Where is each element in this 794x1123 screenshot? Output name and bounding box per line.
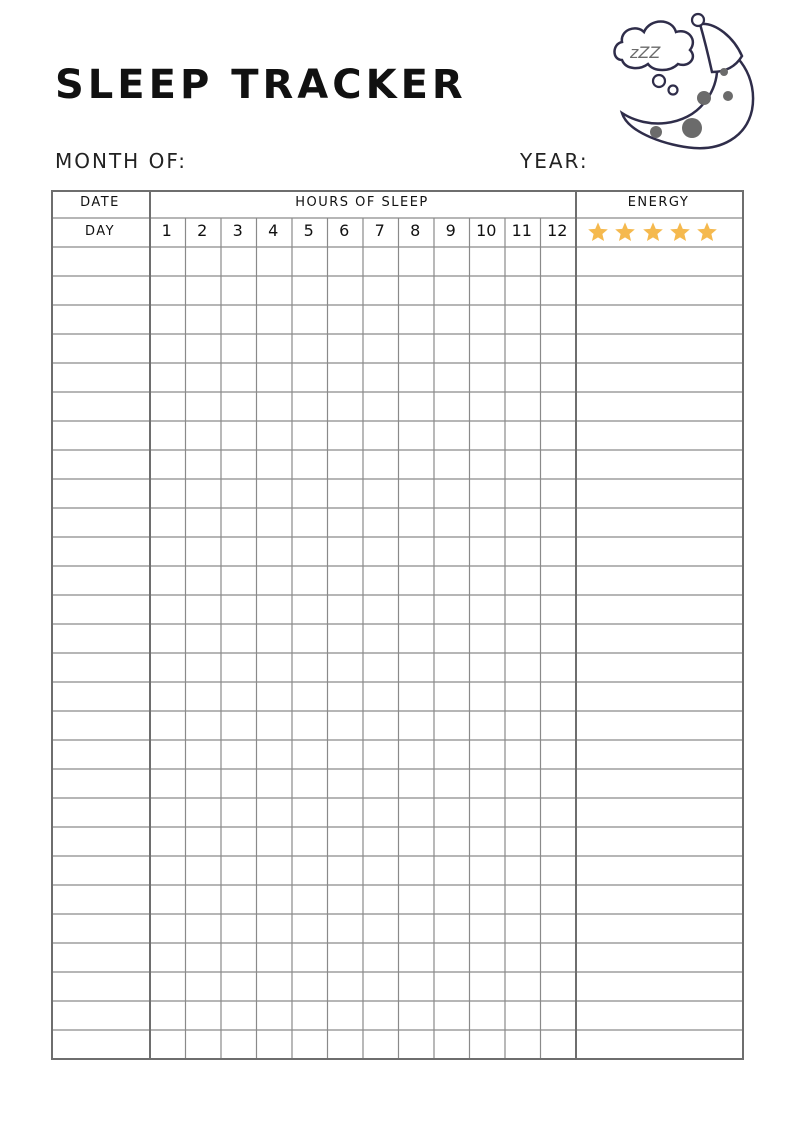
energy-star-icon [587,221,609,243]
hour-label: 12 [547,221,568,240]
energy-star-icon [696,221,718,243]
table-border [52,191,743,1059]
table-grid-lines [51,190,744,1062]
sleep-tracker-table [51,190,744,1062]
month-of-label: MONTH OF: [55,149,188,173]
page-title: SLEEP TRACKER [55,62,467,108]
hour-label: 3 [232,221,243,240]
hour-label: 5 [303,221,314,240]
hour-label: 2 [197,221,208,240]
hour-label: 4 [268,221,279,240]
year-label: YEAR: [520,149,589,173]
hours-of-sleep-header: HOURS OF SLEEP [295,195,429,210]
energy-star-icon [669,221,691,243]
hour-label: 7 [374,221,385,240]
hour-label: 6 [339,221,350,240]
hour-label: 9 [445,221,456,240]
snore-text: zZZ [630,43,661,62]
sleeping-moon-icon [608,8,758,158]
hour-label: 8 [410,221,421,240]
energy-header: ENERGY [627,195,690,210]
hour-label: 10 [476,221,497,240]
date-header: DATE [80,195,120,210]
energy-star-icon [614,221,636,243]
hour-label: 1 [161,221,172,240]
day-label: DAY [84,224,116,239]
energy-star-icon [642,221,664,243]
hour-label: 11 [511,221,532,240]
